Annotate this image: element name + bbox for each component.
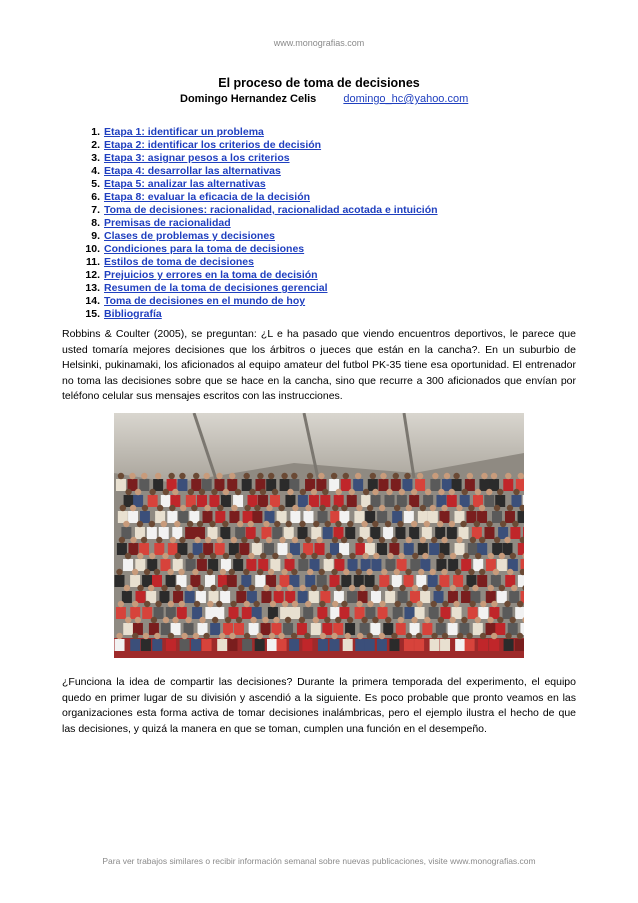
toc-item — [78, 178, 438, 191]
toc-item-link[interactable]: Resumen de la toma de decisiones gerencial — [104, 282, 328, 294]
toc-item — [78, 308, 438, 321]
toc-item-link[interactable]: Etapa 3: asignar pesos a los criterios — [104, 152, 290, 164]
toc-item — [78, 243, 438, 256]
toc-item-link[interactable]: Etapa 8: evaluar la eficacia de la decisión — [104, 191, 311, 203]
author-email-link[interactable]: domingo_hc@yahoo.com — [343, 93, 469, 105]
toc-item — [78, 165, 438, 178]
toc-item-link[interactable]: Prejuicios y errores en la toma de decisión — [104, 269, 318, 281]
toc-item-link[interactable]: Etapa 2: identificar los criterios de decisión — [104, 139, 322, 151]
footer-note[interactable]: Para ver trabajos similares o recibir información semanal sobre nuevas publicaciones, visite www.monografias.com — [102, 856, 536, 866]
author-name: Domingo Hernandez Celis — [180, 93, 317, 105]
toc-item-number: 2. — [91, 139, 100, 151]
toc-item-link[interactable]: Premisas de racionalidad — [104, 217, 231, 229]
toc-item-number: 7. — [91, 204, 100, 216]
toc-item-link[interactable]: Clases de problemas y decisiones — [104, 230, 275, 242]
crowd-photo-image — [114, 413, 524, 658]
toc-item — [78, 282, 438, 295]
table-of-contents — [78, 126, 438, 321]
toc-item-number: 12. — [85, 269, 100, 281]
toc-item-number: 13. — [85, 282, 100, 294]
toc-item-link[interactable]: Condiciones para la toma de decisiones — [104, 243, 305, 255]
toc-item-number: 14. — [85, 295, 100, 307]
paragraph-intro: Robbins & Coulter (2005), se preguntan: ¿L e ha pasado que viendo encuentros deportivos, le parece que usted tomaría mejores decisiones que los árbitros o jueces que están en la cancha?. En un suburbio de Helsinki, pukinamaki, los aficionados al equipo amateur del futbol PK-35 tiene esa oportunidad. El entrenador no toma las decisiones sobre que se hace en la cancha, sino que recurre a 300 aficionados que envían por teléfono celular sus mensajes escritos con las instrucciones. — [62, 328, 576, 402]
toc-item-number: 4. — [91, 165, 100, 177]
toc-item — [78, 152, 438, 165]
toc-item — [78, 191, 438, 204]
crowd-photo — [114, 413, 524, 658]
toc-item-link[interactable]: Toma de decisiones: racionalidad, racionalidad acotada e intuición — [104, 204, 438, 216]
toc-item — [78, 139, 438, 152]
toc-item-link[interactable]: Etapa 5: analizar las alternativas — [104, 178, 266, 190]
toc-item-number: 9. — [91, 230, 100, 242]
toc-item-number: 6. — [91, 191, 100, 203]
header-site[interactable]: www.monografias.com — [273, 38, 365, 48]
toc-item-link[interactable]: Bibliografía — [104, 308, 162, 320]
toc-item-link[interactable]: Etapa 1: identificar un problema — [104, 126, 264, 138]
author-line — [180, 93, 468, 105]
toc-item-link[interactable]: Toma de decisiones en el mundo de hoy — [104, 295, 306, 307]
toc-item — [78, 256, 438, 269]
toc-item-number: 15. — [85, 308, 100, 320]
toc-item-link[interactable]: Estilos de toma de decisiones — [104, 256, 254, 268]
toc-item-number: 1. — [91, 126, 100, 138]
toc-item-number: 10. — [85, 243, 100, 255]
toc-item-number: 5. — [91, 178, 100, 190]
toc-item — [78, 217, 438, 230]
toc-item-number: 8. — [91, 217, 100, 229]
page-title: El proceso de toma de decisiones — [218, 76, 420, 90]
toc-item-number: 11. — [85, 256, 100, 268]
paragraph-conclusion: ¿Funciona la idea de compartir las decisiones? Durante la primera temporada del experimento, el equipo quedo en primer lugar de su división y ascendió a la siguiente. Es poco probable que pronto veamos en las organizaciones esta forma activa de tomar decisiones inalámbricas, pero el ejemplo ilustra el hecho de que las decisiones, y quizá la manera en que se toman, cumplen una función en el desempeño. — [62, 676, 576, 735]
toc-item-link[interactable]: Etapa 4: desarrollar las alternativas — [104, 165, 281, 177]
toc-item-number: 3. — [91, 152, 100, 164]
toc-item — [78, 295, 438, 308]
toc-item — [78, 269, 438, 282]
toc-item — [78, 126, 438, 139]
toc-item — [78, 230, 438, 243]
toc-item — [78, 204, 438, 217]
